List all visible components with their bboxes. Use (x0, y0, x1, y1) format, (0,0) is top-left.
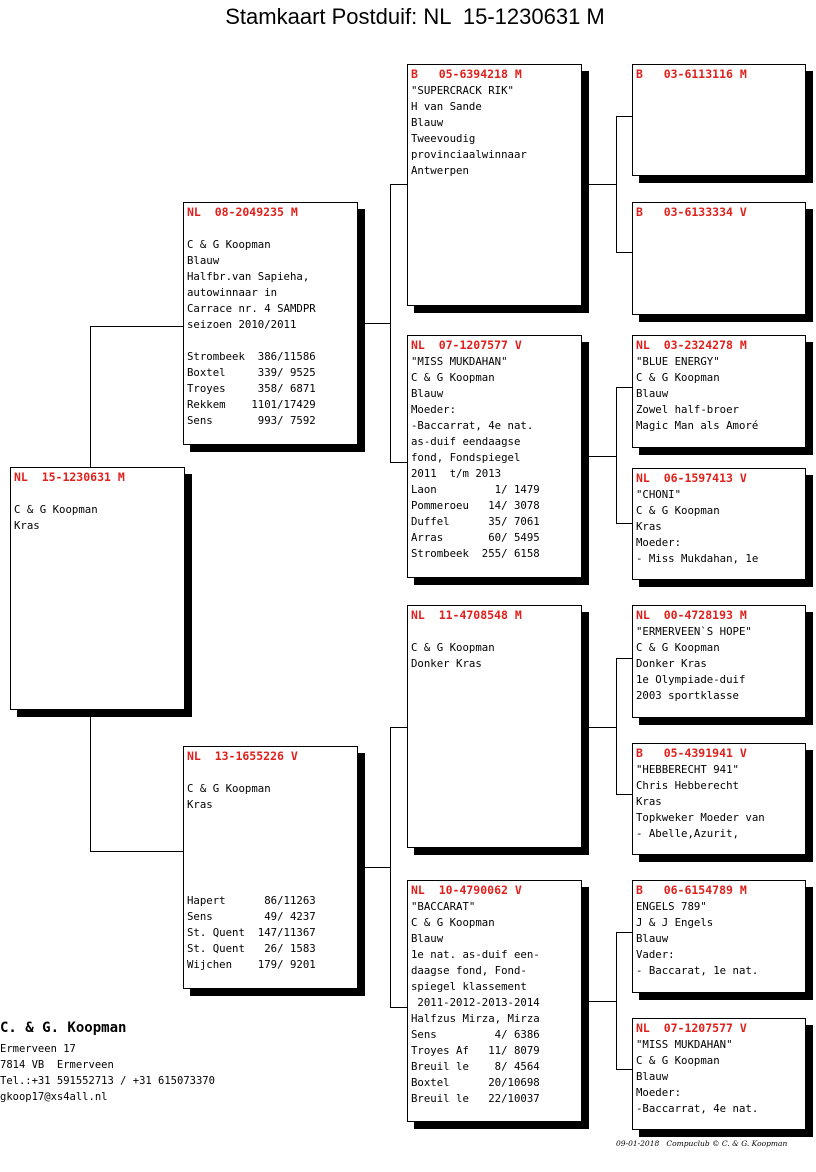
pigeon-info-line: spiegel klassement (411, 980, 527, 993)
pigeon-info-line: Antwerpen (411, 164, 469, 177)
pigeon-info-line: - Miss Mukdahan, 1e (636, 552, 759, 565)
pigeon-info-line: Strombeek 255/ 6158 (411, 547, 540, 560)
ring-number: NL 00-4728193 M (636, 608, 747, 622)
pigeon-info-line: Breuil le 8/ 4564 (411, 1060, 540, 1073)
connector (390, 184, 391, 463)
pigeon-info-line: 1e nat. as-duif een- (411, 948, 540, 961)
ring-number: B 03-6133334 V (636, 205, 747, 219)
owner-city: 7814 VB Ermerveen (0, 1059, 114, 1071)
pigeon-info-line: Blauw (411, 116, 444, 129)
connector (581, 1001, 616, 1002)
connector (357, 867, 390, 868)
pigeon-info-line: C & G Koopman (14, 503, 98, 516)
pigeon-info-line: H van Sande (411, 100, 482, 113)
pigeon-info-line: St. Quent 147/11367 (187, 926, 316, 939)
pigeon-info-line: Breuil le 22/10037 (411, 1092, 540, 1105)
pigeon-card-great-grandparent-4[interactable] (632, 468, 806, 580)
pigeon-info-line: Blauw (636, 1070, 669, 1083)
ring-number: NL 08-2049235 M (187, 205, 298, 219)
ring-number: NL 07-1207577 V (411, 338, 522, 352)
connector (90, 326, 184, 327)
pigeon-info-line: Hapert 86/11263 (187, 894, 316, 907)
pigeon-info-line: Moeder: (636, 536, 682, 549)
connector (616, 116, 633, 117)
ring-number: B 06-6154789 M (636, 883, 747, 897)
ring-number: NL 13-1655226 V (187, 749, 298, 763)
pigeon-info-line (411, 624, 578, 640)
pigeon-info-line: Sens 49/ 4237 (187, 910, 316, 923)
pigeon-info-line: Arras 60/ 5495 (411, 531, 540, 544)
pigeon-info-line: Boxtel 20/10698 (411, 1076, 540, 1089)
pigeon-info-line (187, 333, 354, 349)
pigeon-info-line: - Abelle,Azurit, (636, 827, 739, 840)
pigeon-card-great-grandparent-7[interactable] (632, 880, 806, 993)
pigeon-info-line: Blauw (187, 254, 220, 267)
connector (616, 932, 633, 933)
pigeon-info-line: Moeder: (411, 403, 457, 416)
pigeon-info-line: "BACCARAT" (411, 900, 476, 913)
pigeon-info-line: Magic Man als Amoré (636, 419, 759, 432)
pigeon-info-line: St. Quent 26/ 1583 (187, 942, 316, 955)
pigeon-info-line: C & G Koopman (411, 371, 495, 384)
ring-number: B 03-6113116 M (636, 67, 747, 81)
pigeon-info-line: J & J Engels (636, 916, 714, 929)
pigeon-info-line: Carrace nr. 4 SAMDPR (187, 302, 316, 315)
pigeon-info-line (187, 813, 354, 829)
pigeon-info-line (14, 486, 181, 502)
pigeon-info-line: Tweevoudig (411, 132, 476, 145)
connector (616, 1069, 633, 1070)
pigeon-info-line: Boxtel 339/ 9525 (187, 366, 316, 379)
pigeon-info-line: C & G Koopman (636, 504, 720, 517)
pigeon-info-line: Kras (636, 795, 662, 808)
pigeon-info-line: "CHONI" (636, 488, 682, 501)
pigeon-info-line: C & G Koopman (187, 782, 271, 795)
pigeon-card-father[interactable] (183, 202, 358, 445)
pigeon-info-line: as-duif eendaagse (411, 435, 521, 448)
connector (616, 523, 633, 524)
pigeon-card-grandparent-2[interactable] (407, 335, 582, 578)
pigeon-info-line: Moeder: (636, 1086, 682, 1099)
pigeon-info-line: C & G Koopman (411, 916, 495, 929)
pigeon-info-line: 2011-2012-2013-2014 (411, 996, 540, 1009)
pigeon-info-line: Halfbr.van Sapieha, (187, 270, 310, 283)
connector (616, 658, 633, 659)
pigeon-info-line: Kras (14, 519, 40, 532)
ring-number: B 05-4391941 V (636, 746, 747, 760)
pigeon-info-line: Kras (187, 798, 213, 811)
connector (390, 727, 408, 728)
owner-email[interactable]: gkoop17@xs4all.nl (0, 1091, 108, 1103)
connector (616, 658, 617, 795)
pigeon-info-line (187, 845, 354, 861)
pigeon-card-mother[interactable] (183, 746, 358, 989)
pigeon-info-line: seizoen 2010/2011 (187, 318, 297, 331)
pigeon-card-great-grandparent-1[interactable] (632, 64, 806, 176)
ring-number: NL 03-2324278 M (636, 338, 747, 352)
pigeon-info-line (187, 221, 354, 237)
pigeon-info-line: Donker Kras (411, 657, 482, 670)
ring-number: NL 15-1230631 M (14, 470, 125, 484)
pigeon-info-line: C & G Koopman (411, 641, 495, 654)
ring-number: NL 06-1597413 V (636, 471, 747, 485)
pigeon-info-line: 1e Olympiade-duif (636, 673, 746, 686)
connector (390, 184, 408, 185)
connector (357, 323, 390, 324)
connector (581, 184, 616, 185)
pigeon-info-line: Blauw (411, 932, 444, 945)
ring-number: NL 10-4790062 V (411, 883, 522, 897)
connector (390, 1007, 408, 1008)
pigeon-info-line: Sens 993/ 7592 (187, 414, 316, 427)
pigeon-info-line: 2011 t/m 2013 (411, 467, 502, 480)
pigeon-card-great-grandparent-2[interactable] (632, 202, 806, 315)
pigeon-info-line: autowinnaar in (187, 286, 278, 299)
pigeon-card-great-grandparent-3[interactable] (632, 335, 806, 448)
pigeon-info-line: Topkweker Moeder van (636, 811, 765, 824)
connector (581, 456, 616, 457)
pigeon-info-line: "HEBBERECHT 941" (636, 763, 739, 776)
owner-street: Ermerveen 17 (0, 1043, 76, 1055)
pigeon-info-line: Duffel 35/ 7061 (411, 515, 540, 528)
pigeon-info-line: C & G Koopman (636, 641, 720, 654)
pigeon-info-line (187, 765, 354, 781)
pigeon-info-line: Blauw (636, 932, 669, 945)
pigeon-info-line: Vader: (636, 948, 675, 961)
pigeon-info-line (187, 877, 354, 893)
pigeon-info-line: Sens 4/ 6386 (411, 1028, 540, 1041)
ring-number: NL 11-4708548 M (411, 608, 522, 622)
pigeon-info-line: C & G Koopman (636, 371, 720, 384)
pigeon-info-line: ENGELS 789" (636, 900, 707, 913)
connector (390, 727, 391, 1008)
pigeon-info-line: "ERMERVEEN`S HOPE" (636, 625, 752, 638)
pigeon-info-line: "MISS MUKDAHAN" (411, 355, 508, 368)
owner-phone: Tel.:+31 591552713 / +31 615073370 (0, 1075, 215, 1087)
pigeon-info-line: -Baccarrat, 4e nat. (411, 419, 534, 432)
print-credit: 09-01-2018 Compuclub © C. & G. Koopman (616, 1139, 788, 1148)
pigeon-info-line: Blauw (636, 387, 669, 400)
pigeon-info-line: Blauw (411, 387, 444, 400)
pigeon-info-line: Chris Hebberecht (636, 779, 739, 792)
pigeon-card-grandparent-3[interactable] (407, 605, 582, 848)
connector (616, 116, 617, 253)
pigeon-info-line: provinciaalwinnaar (411, 148, 527, 161)
ring-number: B 05-6394218 M (411, 67, 522, 81)
pigeon-info-line: - Baccarat, 1e nat. (636, 964, 759, 977)
connector (616, 794, 633, 795)
pigeon-info-line: "SUPERCRACK RIK" (411, 84, 514, 97)
connector (90, 851, 184, 852)
connector (616, 252, 633, 253)
pigeon-info-line (187, 829, 354, 845)
pigeon-info-line: Rekkem 1101/17429 (187, 398, 316, 411)
connector (616, 387, 617, 524)
pigeon-info-line: Laon 1/ 1479 (411, 483, 540, 496)
page-title: Stamkaart Postduif: NL 15-1230631 M (225, 4, 605, 29)
pigeon-info-line: Strombeek 386/11586 (187, 350, 316, 363)
pigeon-card-great-grandparent-6[interactable] (632, 743, 806, 855)
ring-number: NL 07-1207577 V (636, 1021, 747, 1035)
pigeon-info-line: Wijchen 179/ 9201 (187, 958, 316, 971)
pigeon-info-line: 2003 sportklasse (636, 689, 739, 702)
pigeon-info-line: daagse fond, Fond- (411, 964, 527, 977)
connector (581, 727, 616, 728)
pigeon-info-line: fond, Fondspiegel (411, 451, 521, 464)
connector (390, 462, 408, 463)
pigeon-info-line: Zowel half-broer (636, 403, 739, 416)
connector (616, 932, 617, 1070)
pigeon-info-line: Halfzus Mirza, Mirza (411, 1012, 540, 1025)
pigeon-info-line: Pommeroeu 14/ 3078 (411, 499, 540, 512)
pigeon-card-subject[interactable] (10, 467, 185, 710)
pigeon-info-line (187, 861, 354, 877)
owner-name: C. & G. Koopman (0, 1020, 127, 1036)
pigeon-info-line: C & G Koopman (636, 1054, 720, 1067)
pigeon-card-grandparent-4[interactable] (407, 880, 582, 1122)
pigeon-info-line: Donker Kras (636, 657, 707, 670)
pigeon-card-great-grandparent-8[interactable] (632, 1018, 806, 1130)
pigeon-info-line: Troyes Af 11/ 8079 (411, 1044, 540, 1057)
pigeon-info-line: C & G Koopman (187, 238, 271, 251)
pigeon-info-line: Troyes 358/ 6871 (187, 382, 316, 395)
pigeon-card-great-grandparent-5[interactable] (632, 605, 806, 718)
pigeon-card-grandparent-1[interactable] (407, 64, 582, 306)
pigeon-info-line: Kras (636, 520, 662, 533)
pigeon-info-line: "MISS MUKDAHAN" (636, 1038, 733, 1051)
connector (616, 387, 633, 388)
pigeon-info-line: -Baccarrat, 4e nat. (636, 1102, 759, 1115)
pigeon-info-line: "BLUE ENERGY" (636, 355, 720, 368)
